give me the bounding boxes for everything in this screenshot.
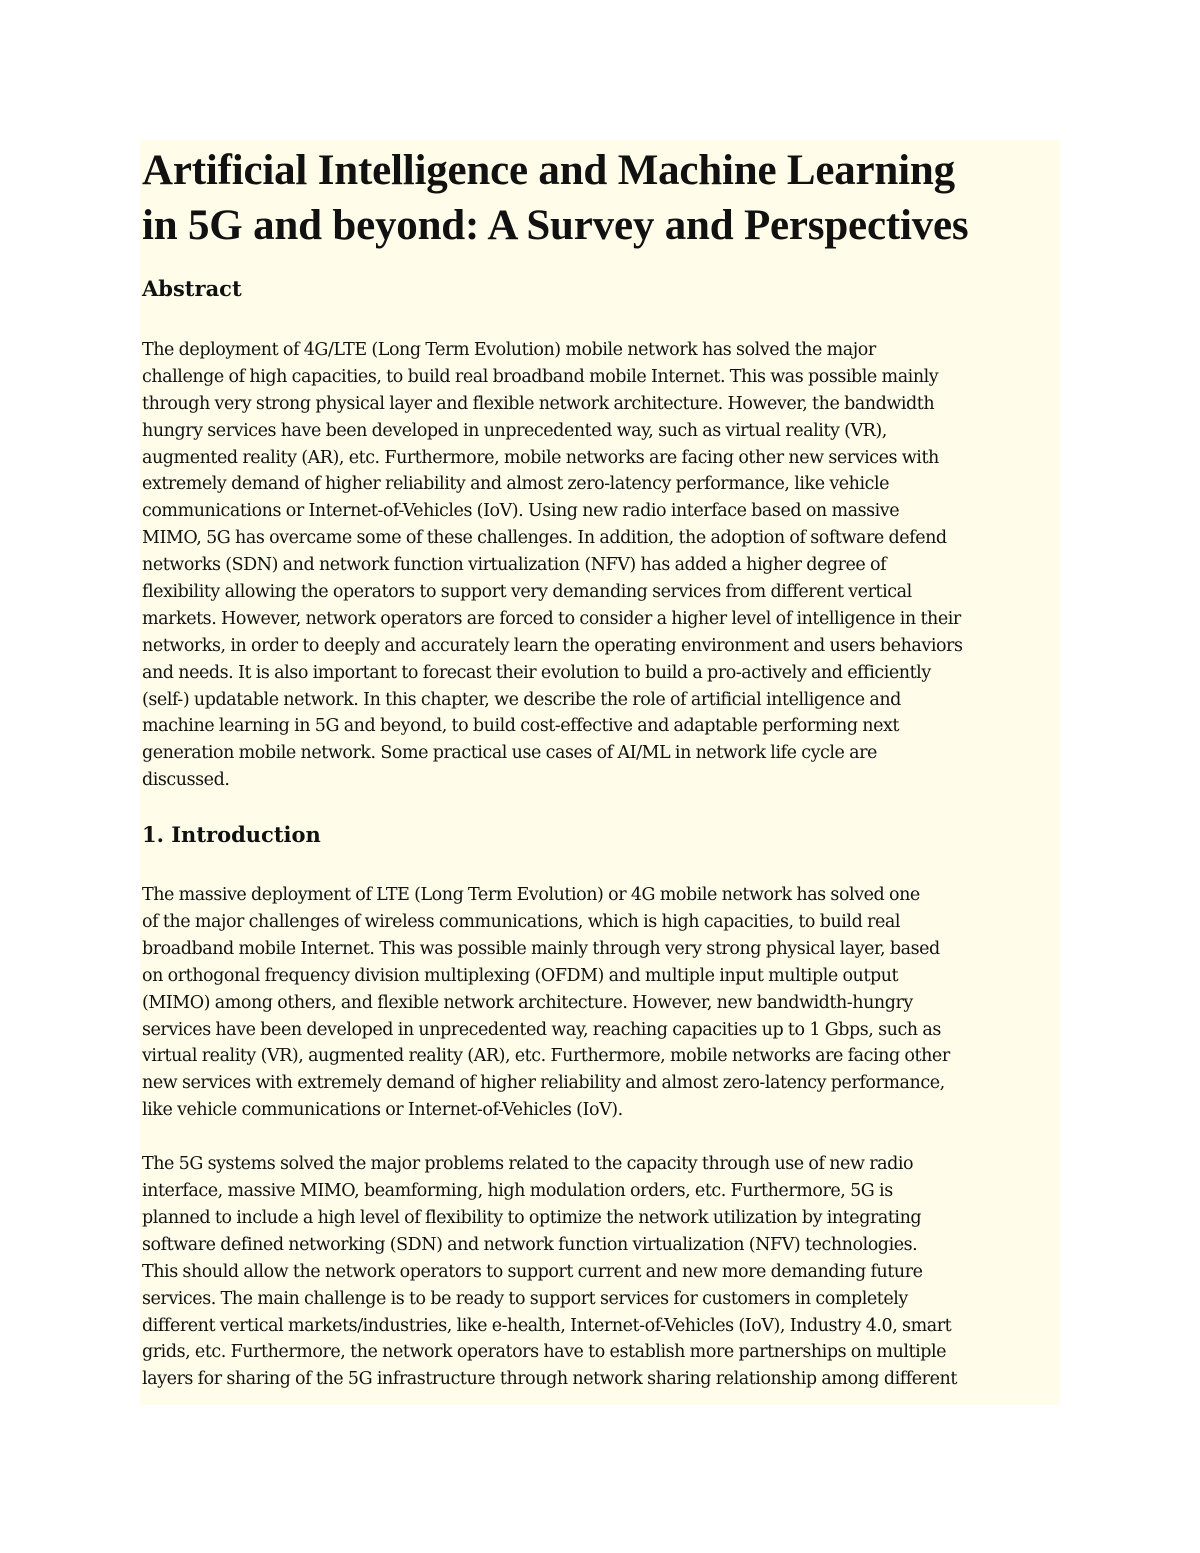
abstract-heading: Abstract (142, 276, 242, 301)
abstract-line: MIMO, 5G has overcame some of these challenges. In addition, the adoption of software defend (142, 528, 947, 549)
abstract-line: hungry services have been developed in unprecedented way, such as virtual reality (VR), (142, 420, 887, 441)
introduction-paragraph-2-line: different vertical markets/industries, like e-health, Internet-of-Vehicles (IoV), Industry 4.0, smart (142, 1315, 952, 1336)
abstract-line: discussed. (142, 770, 230, 791)
introduction-paragraph-2-line: software defined networking (SDN) and network function virtualization (NFV) technologies. (142, 1234, 918, 1255)
introduction-heading: 1. Introduction (142, 822, 321, 848)
abstract-line: communications or Internet-of-Vehicles (IoV). Using new radio interface based on massive (142, 501, 900, 522)
introduction-paragraph-1-line: (MIMO) among others, and flexible network architecture. However, new bandwidth-hungry (142, 992, 913, 1013)
title-line-1: Artificial Intelligence and Machine Learning (142, 147, 955, 194)
introduction-paragraph-1-line: virtual reality (VR), augmented reality (AR), etc. Furthermore, mobile networks are facing other (142, 1046, 950, 1067)
abstract-line: markets. However, network operators are forced to consider a higher level of intelligence in their (142, 608, 961, 629)
abstract-line: networks (SDN) and network function virtualization (NFV) has added a higher degree of (142, 555, 887, 576)
introduction-paragraph-2-line: This should allow the network operators to support current and new more demanding future (142, 1261, 923, 1282)
abstract-line: extremely demand of higher reliability and almost zero-latency performance, like vehicle (142, 474, 890, 495)
introduction-paragraph-2-line: services. The main challenge is to be ready to support services for customers in completely (142, 1288, 908, 1309)
introduction-paragraph-1-line: of the major challenges of wireless communications, which is high capacities, to build real (142, 912, 900, 933)
abstract-line: machine learning in 5G and beyond, to build cost-effective and adaptable performing next (142, 716, 900, 737)
introduction-paragraph-1-line: services have been developed in unprecedented way, reaching capacities up to 1 Gbps, such as (142, 1019, 941, 1040)
introduction-paragraph-1-line: The massive deployment of LTE (Long Term Evolution) or 4G mobile network has solved one (142, 885, 920, 906)
introduction-paragraph-1-line: like vehicle communications or Internet-of-Vehicles (IoV). (142, 1100, 623, 1121)
abstract-line: (self-) updatable network. In this chapter, we describe the role of artificial intelligence and (142, 689, 901, 710)
abstract-line: networks, in order to deeply and accurately learn the operating environment and users behaviors (142, 635, 963, 656)
abstract-line: flexibility allowing the operators to support very demanding services from different vertical (142, 582, 912, 603)
introduction-paragraph-2-line: grids, etc. Furthermore, the network operators have to establish more partnerships on multiple (142, 1342, 947, 1363)
introduction-paragraph-2-line: layers for sharing of the 5G infrastructure through network sharing relationship among different (142, 1369, 957, 1390)
abstract-line: augmented reality (AR), etc. Furthermore, mobile networks are facing other new services with (142, 447, 939, 468)
introduction-paragraph-2-line: interface, massive MIMO, beamforming, high modulation orders, etc. Furthermore, 5G is (142, 1181, 893, 1202)
introduction-paragraph-2 (142, 1151, 1058, 1393)
abstract-line: through very strong physical layer and flexible network architecture. However, the bandwidth (142, 393, 935, 414)
abstract-line: challenge of high capacities, to build real broadband mobile Internet. This was possible mainly (142, 366, 939, 387)
introduction-paragraph-1-line: broadband mobile Internet. This was possible mainly through very strong physical layer, based (142, 938, 940, 959)
abstract-paragraph (142, 337, 1058, 794)
highlighted-text-block (140, 140, 1060, 1405)
abstract-line: and needs. It is also important to forecast their evolution to build a pro-actively and efficiently (142, 662, 931, 683)
paper-title (142, 140, 1058, 253)
introduction-paragraph-2-line: The 5G systems solved the major problems related to the capacity through use of new radio (142, 1154, 914, 1175)
introduction-paragraph-1-line: on orthogonal frequency division multiplexing (OFDM) and multiple input multiple output (142, 965, 899, 986)
introduction-paragraph-1 (142, 882, 1058, 1124)
abstract-line: The deployment of 4G/LTE (Long Term Evolution) mobile network has solved the major (142, 340, 876, 360)
title-line-2: in 5G and beyond: A Survey and Perspectives (142, 202, 969, 249)
introduction-paragraph-1-line: new services with extremely demand of higher reliability and almost zero-latency performance, (142, 1073, 945, 1094)
abstract-line: generation mobile network. Some practical use cases of AI/ML in network life cycle are (142, 743, 877, 764)
introduction-paragraph-2-line: planned to include a high level of flexibility to optimize the network utilization by integrating (142, 1207, 922, 1228)
